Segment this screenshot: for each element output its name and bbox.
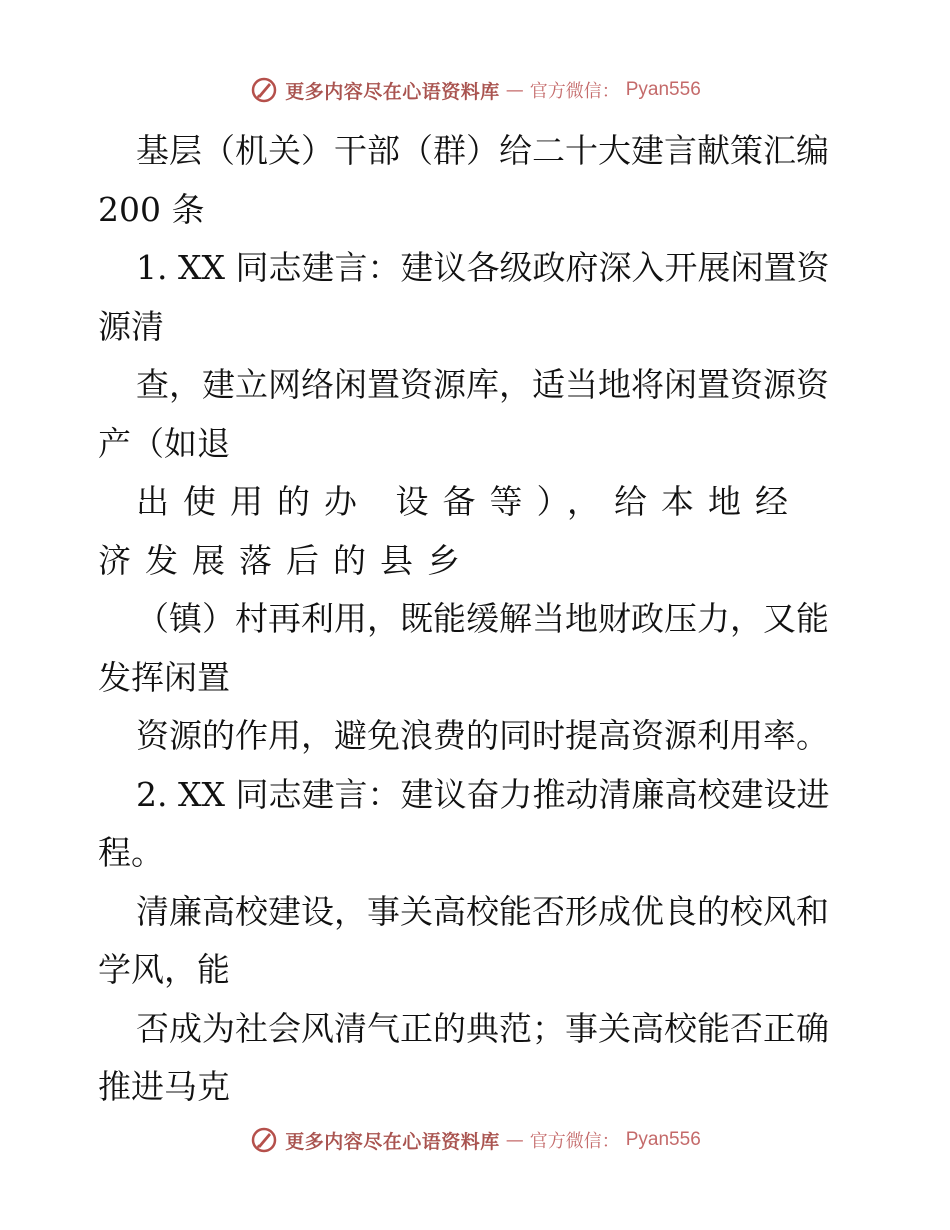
banner-main-text: 更多内容尽在心语资料库 <box>285 1130 500 1153</box>
doc-line: 程。 <box>98 833 164 872</box>
banner-separator: — <box>505 1129 524 1151</box>
quill-logo-icon <box>249 1125 279 1155</box>
doc-line: 源清 <box>98 306 164 346</box>
doc-line: 查，建立网络闲置资源库，适当地将闲置资源资 <box>136 365 829 404</box>
doc-line: 济发展落后的县乡 <box>98 540 474 580</box>
doc-title-line-1: 基层（机关）干部（群）给二十大建言献策汇编 <box>136 131 829 170</box>
doc-line: 推进马克 <box>98 1067 230 1106</box>
doc-line: 1. XX 同志建言：建议各级政府深入开展闲置资 <box>136 248 830 287</box>
doc-line: 产（如退 <box>98 423 230 463</box>
doc-line: 清廉高校建设，事关高校能否形成优良的校风和 <box>136 891 829 931</box>
banner-sub-text: 官方微信： <box>529 81 620 102</box>
banner-wechat-id: Pyan556 <box>625 79 701 100</box>
doc-line: 学风，能 <box>98 950 230 989</box>
banner-wechat-id: Pyan556 <box>625 1129 701 1150</box>
doc-line: （镇）村再利用，既能缓解当地财政压力，又能 <box>136 599 829 638</box>
header-banner <box>0 70 950 110</box>
footer-banner <box>0 1120 950 1160</box>
doc-line: 2. XX 同志建言：建议奋力推动清廉高校建设进 <box>136 774 830 814</box>
doc-title-line-2: 200 条 <box>98 189 205 229</box>
quill-logo-icon <box>249 75 279 105</box>
doc-line: 否成为社会风清气正的典范；事关高校能否正确 <box>136 1008 829 1048</box>
document-body <box>98 122 858 1117</box>
doc-line: 资源的作用，避免浪费的同时提高资源利用率。 <box>136 716 829 755</box>
banner-main-text: 更多内容尽在心语资料库 <box>285 80 500 103</box>
banner-sub-text: 官方微信： <box>529 1131 620 1152</box>
banner-separator: — <box>505 79 524 101</box>
doc-line: 发挥闲置 <box>98 657 230 697</box>
doc-line: 出使用的办 设备等），给本地经 <box>136 482 802 521</box>
